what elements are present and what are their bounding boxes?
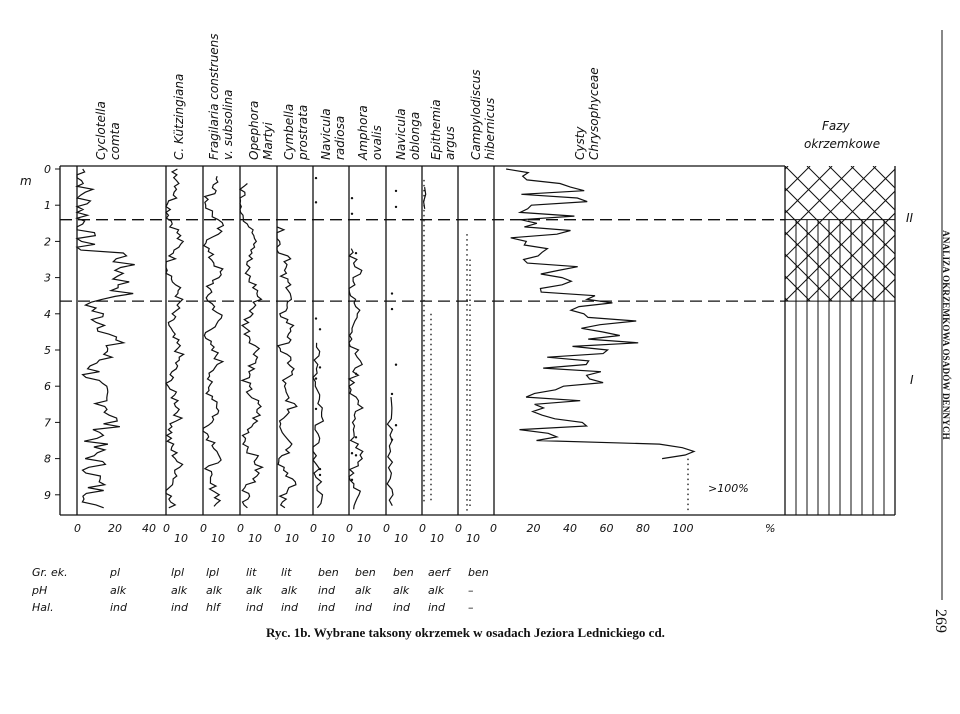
taxon-name-line1: Cymbella	[282, 103, 296, 160]
table-row-label: Gr. ek.	[32, 566, 68, 579]
hatch-line	[653, 166, 788, 301]
table-cell: ind	[428, 601, 446, 614]
table-cell: pl	[110, 566, 121, 579]
depth-tick-label: 3	[44, 271, 51, 285]
taxon-name	[319, 108, 347, 160]
table-cell: hlf	[206, 601, 220, 614]
occurrence-dot	[319, 468, 321, 470]
occurrence-dot	[395, 206, 397, 208]
table-cell: alk	[281, 584, 298, 597]
scale-label: 20	[108, 522, 122, 535]
phases-title: Fazy	[822, 119, 850, 133]
occurrence-dot	[391, 308, 393, 310]
cysts-scale-label: 100	[672, 522, 694, 535]
occurrence-dot	[355, 436, 357, 438]
amphora-curve	[349, 249, 363, 510]
taxon-name-line1: Cyclotella	[94, 101, 108, 160]
taxon-name	[469, 70, 497, 160]
cysts-scale-label: 0	[490, 522, 497, 535]
taxon-name	[429, 99, 457, 160]
depth-tick-label: 5	[44, 344, 51, 357]
taxon-name	[356, 105, 384, 161]
taxon-name-line1: Opephora	[247, 100, 261, 160]
cysts-curve	[506, 169, 694, 459]
occurrence-dot	[319, 328, 321, 330]
cysts-name	[573, 67, 601, 160]
scale-label: 0	[163, 522, 170, 535]
scale-label: 0	[455, 522, 462, 535]
table-cell: alk	[246, 584, 263, 597]
table-cell: lit	[281, 566, 292, 579]
cysts-scale-label: 40	[563, 522, 577, 535]
taxon-name	[247, 101, 275, 160]
table-cell: alk	[393, 584, 410, 597]
scale-label: 0	[200, 522, 207, 535]
taxon-name-line2: prostrata	[296, 104, 310, 160]
cysts-name-line1: Cysty	[573, 126, 587, 160]
taxon-name-line2: radiosa	[333, 115, 347, 160]
navicula-oblonga-curve	[387, 397, 393, 506]
table-cell: lpl	[206, 566, 220, 579]
fragilaria-curve	[203, 176, 223, 506]
table-cell: ind	[110, 601, 128, 614]
depth-unit-label: m	[20, 174, 32, 188]
scale-label: 10	[321, 532, 335, 545]
cysts-scale-label: 60	[599, 522, 614, 535]
scale-label: 10	[285, 532, 299, 545]
table-cell: ind	[281, 601, 299, 614]
occurrence-dot	[351, 452, 353, 454]
scale-label: 10	[174, 532, 188, 545]
taxon-name-line1: C. Kützingiana	[172, 73, 186, 160]
table-cell: alk	[428, 584, 445, 597]
table-cell: lpl	[171, 566, 185, 579]
scale-label: 10	[211, 532, 225, 545]
occurrence-dot	[395, 424, 397, 426]
depth-axis	[20, 163, 60, 502]
scale-label: 0	[237, 522, 244, 535]
taxon-name-line1: Epithemia	[429, 99, 443, 160]
scale-label: 0	[74, 522, 81, 535]
occurrence-dot	[315, 177, 317, 179]
depth-tick-label: 4	[44, 307, 51, 321]
occurrence-dot	[351, 197, 353, 199]
taxon-name-line2: v. subsolina	[221, 89, 235, 160]
taxon-name-line1: Navicula	[319, 108, 333, 160]
scale-label: 0	[274, 522, 281, 535]
taxon-name-line2: Martyi	[261, 122, 275, 160]
table-cell: ind	[171, 601, 189, 614]
table-cell: alk	[110, 584, 127, 597]
depth-tick-label: 2	[44, 235, 51, 249]
occurrence-dot	[315, 377, 317, 379]
scale-label: 10	[466, 532, 480, 545]
taxon-name-line1: Fragilaria construens	[207, 33, 221, 160]
diagram-frame	[60, 30, 942, 600]
table-cell: –	[468, 601, 474, 614]
scale-label: 40	[142, 522, 156, 535]
scale-label: 10	[430, 532, 444, 545]
taxon-name-line2: hibernicus	[483, 97, 497, 160]
taxon-name-line1: Amphora	[356, 105, 370, 160]
depth-tick-label: 6	[44, 380, 51, 394]
occurrence-dot	[351, 479, 353, 481]
occurrence-dot	[355, 454, 357, 456]
scale-label: 0	[383, 522, 390, 535]
scale-label: 0	[310, 522, 317, 535]
navicula-radiosa-curve	[313, 343, 323, 508]
occurrence-dot	[315, 408, 317, 410]
taxon-name-line1: Campylodiscus	[469, 69, 483, 160]
depth-tick-label: 7	[44, 416, 51, 430]
depth-tick-label: 9	[44, 488, 51, 502]
table-row-label: pH	[32, 584, 48, 597]
table-cell: alk	[206, 584, 223, 597]
table-cell: –	[468, 584, 474, 597]
table-cell: ind	[355, 601, 373, 614]
occurrence-dot	[355, 373, 357, 375]
scale-label: 0	[346, 522, 353, 535]
table-cell: ben	[318, 566, 339, 579]
phase-label: I	[910, 373, 914, 387]
table-row-label: Hal.	[32, 601, 54, 614]
occurrence-dot	[315, 317, 317, 319]
scale-label: 10	[357, 532, 371, 545]
depth-tick-label: 8	[44, 452, 51, 466]
scale-label: 0	[419, 522, 426, 535]
cysts-scale-label: 20	[526, 522, 541, 535]
taxon-name-line2: comta	[108, 122, 122, 160]
ecology-table	[31, 566, 489, 614]
table-cell: ind	[318, 584, 336, 597]
table-cell: lit	[246, 566, 257, 579]
taxon-name	[282, 104, 310, 161]
occurrence-dot	[355, 252, 357, 254]
table-cell: ben	[355, 566, 376, 579]
table-cell: ind	[393, 601, 411, 614]
cysts-unit: %	[765, 522, 776, 535]
running-header	[938, 218, 954, 458]
page-number-text: 269	[932, 609, 949, 633]
taxon-name-line2: oblonga	[408, 111, 422, 160]
table-cell: aerf	[428, 566, 450, 579]
scale-label: 10	[394, 532, 408, 545]
figure-caption: Ryc. 1b. Wybrane taksony okrzemek w osadach Jeziora Lednickiego cd.	[266, 625, 665, 640]
hatch-line	[653, 166, 788, 301]
taxon-name-line2: argus	[443, 126, 457, 160]
occurrence-dot	[319, 366, 321, 368]
occurrence-dot	[395, 190, 397, 192]
page-number	[934, 604, 958, 634]
running-header-text: ANALIZA OKRZEMKOWA OSADÓW DENNYCH	[941, 230, 951, 440]
scale-label: 10	[248, 532, 262, 545]
occurrence-dot	[319, 474, 321, 476]
taxon-name	[94, 101, 122, 160]
occurrence-dot	[351, 213, 353, 215]
occurrence-dot	[391, 393, 393, 395]
overflow-note: >100%	[708, 482, 749, 495]
taxon-name-line2: ovalis	[370, 125, 384, 160]
table-cell: ind	[318, 601, 336, 614]
table-cell: ben	[468, 566, 489, 579]
taxon-name	[172, 74, 186, 160]
table-cell: alk	[355, 584, 372, 597]
table-cell: ben	[393, 566, 414, 579]
cymbella-curve	[277, 227, 297, 508]
table-cell: ind	[246, 601, 264, 614]
depth-tick-label: 1	[44, 199, 51, 213]
taxon-name	[394, 108, 422, 160]
table-cell: alk	[171, 584, 188, 597]
phase-label: II	[906, 211, 914, 225]
occurrence-dot	[391, 438, 393, 440]
taxon-name	[207, 33, 235, 160]
cysts-scale-label: 80	[636, 522, 650, 535]
taxon-name-line1: Navicula	[394, 108, 408, 160]
taxa-labels	[94, 33, 914, 495]
cysts-name-line2: Chrysophyceae	[587, 67, 601, 160]
occurrence-dot	[315, 201, 317, 203]
phases-title: okrzemkowe	[804, 137, 881, 151]
opephora-curve	[240, 184, 262, 508]
occurrence-dot	[391, 292, 393, 294]
depth-tick-label: 0	[44, 163, 51, 176]
scale-labels	[74, 522, 775, 545]
occurrence-dot	[395, 364, 397, 366]
